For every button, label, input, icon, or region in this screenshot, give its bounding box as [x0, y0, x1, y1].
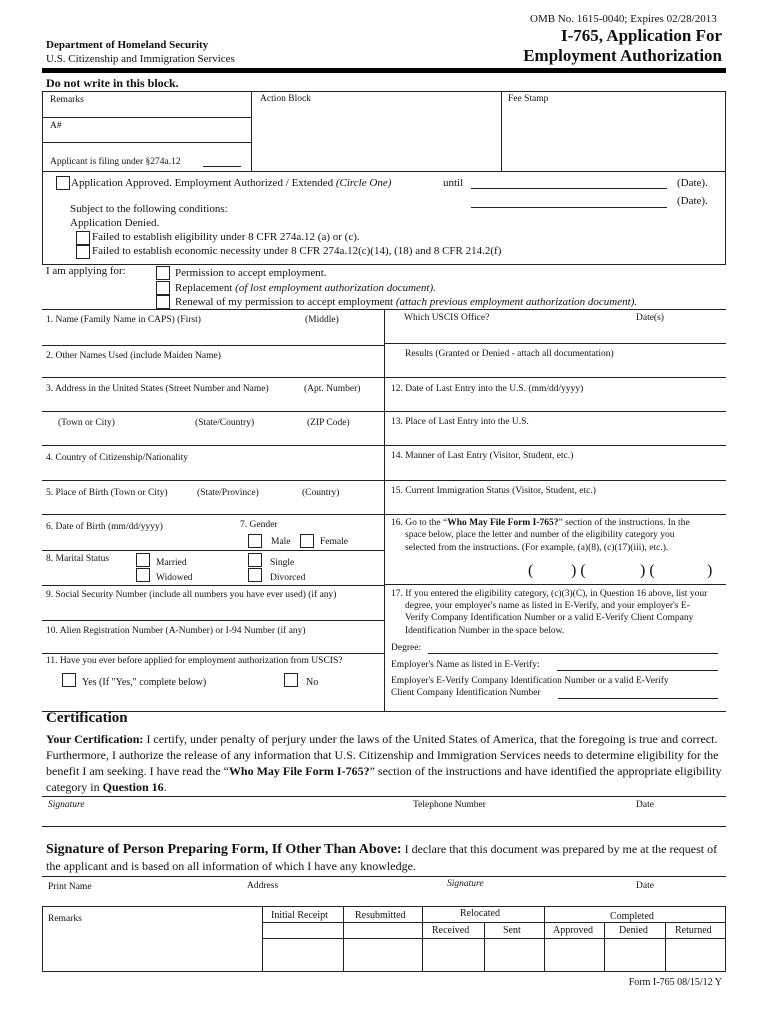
town-label: (Town or City) [58, 418, 115, 428]
failed-necessity-text: Failed to establish economic necessity under 8 CFR 274a.12(c)(14), (18) and 8 CFR 214.2(f) [92, 245, 502, 257]
until-label: until [443, 177, 464, 189]
remarks-label: Remarks [50, 95, 84, 105]
married-checkbox[interactable] [136, 553, 150, 567]
preparer-address-label: Address [247, 881, 279, 891]
omb-number: OMB No. 1615-0040; Expires 02/28/2013 [530, 13, 717, 25]
failed-necessity-checkbox[interactable] [76, 245, 90, 259]
q17-line4: Identification Number in the space below. [405, 626, 565, 636]
preparer-signature-label: Signature [447, 879, 484, 889]
processing-remarks-label: Remarks [48, 914, 82, 924]
q10-alien-number-label: 10. Alien Registration Number (A-Number) or I-94 Number (if any) [46, 626, 306, 636]
preparer-date-label: Date [636, 881, 654, 891]
widowed-label: Widowed [156, 573, 193, 583]
date-label-1: (Date). [677, 177, 708, 189]
female-label: Female [320, 537, 348, 547]
yes-label: Yes (If "Yes," complete below) [82, 677, 207, 688]
q13-last-entry-place-label: 13. Place of Last Entry into the U.S. [391, 417, 529, 427]
q9-ssn-label: 9. Social Security Number (include all numbers you have ever used) (if any) [46, 590, 337, 600]
form-title-line1: I-765, Application For [560, 26, 722, 45]
widowed-checkbox[interactable] [136, 568, 150, 582]
action-block-label: Action Block [260, 94, 311, 104]
permission-text: Permission to accept employment. [175, 267, 327, 279]
q7-gender-label: 7. Gender [240, 520, 278, 530]
q2-other-names-label: 2. Other Names Used (include Maiden Name) [46, 351, 221, 361]
department-name: Department of Homeland Security [46, 39, 209, 51]
single-checkbox[interactable] [248, 553, 262, 567]
renewal-text: Renewal of my permission to accept employment (attach previous employment authorization document). [175, 296, 638, 308]
q16-instructions-line3: selected from the instructions. (For example, (a)(8), (c)(17)(iii), etc.). [405, 543, 669, 553]
returned-label: Returned [675, 925, 712, 936]
everify-line2: Client Company Identification Number [391, 688, 541, 698]
certification-text: Your Certification: I certify, under penalty of perjury under the laws of the United States of America, that the foregoing is true and correct. Furthermore, I authorize the release of any information that U.S. Citizenship and Immigration Services needs to determine eligibility for the benefit I am seeking. I have read the “Who May File Form I-765?” section of the instructions and have identified the appropriate eligibility category in Question 16. [46, 732, 722, 794]
resubmitted-label: Resubmitted [355, 910, 406, 921]
category-paren-1: ( [528, 562, 534, 579]
state-country-label: (State/Country) [195, 418, 255, 428]
received-label: Received [432, 925, 470, 936]
yes-checkbox[interactable] [62, 673, 76, 687]
category-paren-3: ) ( [640, 562, 655, 579]
column-divider [384, 309, 385, 712]
cert-telephone-label: Telephone Number [413, 800, 486, 810]
fee-stamp-label: Fee Stamp [508, 94, 549, 104]
approved-text: Application Approved. Employment Authorized / Extended (Circle One) [71, 177, 392, 189]
failed-eligibility-checkbox[interactable] [76, 231, 90, 245]
q5-state-label: (State/Province) [197, 488, 259, 498]
q4-citizenship-label: 4. Country of Citizenship/Nationality [46, 453, 188, 463]
applying-for-label: I am applying for: [46, 265, 126, 277]
q3-apt-label: (Apt. Number) [304, 384, 361, 394]
denied-label: Denied [619, 925, 648, 936]
approved-checkbox[interactable] [56, 176, 70, 190]
q5-country-label: (Country) [302, 488, 340, 498]
category-paren-2: ) ( [571, 562, 586, 579]
cert-date-label: Date [636, 800, 654, 810]
permission-checkbox[interactable] [156, 266, 170, 280]
divorced-checkbox[interactable] [248, 568, 262, 582]
everify-line1: Employer's E-Verify Company Identification Number or a valid E-Verify [391, 676, 669, 686]
divorced-label: Divorced [270, 573, 306, 583]
q5-birthplace-label: 5. Place of Birth (Town or City) [46, 488, 168, 498]
sent-label: Sent [503, 925, 521, 936]
female-checkbox[interactable] [300, 534, 314, 548]
employer-name-line [557, 670, 718, 671]
agency-name: U.S. Citizenship and Immigration Services [46, 53, 235, 65]
degree-label: Degree: [391, 643, 422, 653]
q12-last-entry-date-label: 12. Date of Last Entry into the U.S. (mm/dd/yyyy) [391, 384, 584, 394]
category-paren-4: ) [707, 562, 713, 579]
filing-under-label: Applicant is filing under §274a.12 [50, 157, 181, 167]
q15-status-label: 15. Current Immigration Status (Visitor, Student, etc.) [391, 486, 596, 496]
zip-label: (ZIP Code) [307, 418, 350, 428]
single-label: Single [270, 558, 295, 568]
q8-marital-label: 8. Marital Status [46, 554, 110, 564]
date-label-2: (Date). [677, 195, 708, 207]
approved-label: Approved [553, 925, 593, 936]
a-number-label: A# [50, 121, 62, 131]
no-label: No [306, 677, 319, 688]
completed-label: Completed [610, 911, 654, 922]
replacement-text: Replacement (of lost employment authorization document). [175, 282, 436, 294]
renewal-checkbox[interactable] [156, 295, 170, 309]
q1-name-label: 1. Name (Family Name in CAPS) (First) [46, 315, 201, 325]
employer-name-label: Employer's Name as listed in E-Verify: [391, 660, 540, 670]
degree-line [428, 653, 718, 654]
until-date-line [471, 188, 667, 189]
q3-address-label: 3. Address in the United States (Street Number and Name) [46, 384, 269, 394]
header-rule [42, 68, 726, 73]
q17-line3: Verify Company Identification Number or a valid E-Verify Client Company [405, 613, 694, 623]
q16-instructions-line2: space below, place the letter and number of the eligibility category you [405, 530, 675, 540]
uscis-office-label: Which USCIS Office? [404, 313, 490, 323]
results-label: Results (Granted or Denied - attach all documentation) [405, 349, 614, 359]
dates-label: Date(s) [636, 313, 664, 323]
denied-label: Application Denied. [70, 217, 160, 229]
initial-receipt-label: Initial Receipt [271, 910, 328, 921]
form-title-line2: Employment Authorization [523, 46, 722, 65]
preparer-text: Signature of Person Preparing Form, If Other Than Above: I declare that this document was prepared by me at the request of the applicant and is based on all information of which I have any knowledge. [46, 842, 718, 873]
q16-instructions-line1: 16. Go to the “Who May File Form I-765?” section of the instructions. In the [391, 518, 690, 528]
cert-signature-label: Signature [48, 800, 85, 810]
male-label: Male [271, 537, 291, 547]
failed-eligibility-text: Failed to establish eligibility under 8 CFR 274a.12 (a) or (c). [92, 231, 360, 243]
form-id-footer: Form I-765 08/15/12 Y [628, 977, 722, 988]
q6-dob-label: 6. Date of Birth (mm/dd/yyyy) [46, 522, 163, 532]
replacement-checkbox[interactable] [156, 281, 170, 295]
married-label: Married [156, 558, 187, 568]
everify-line [558, 698, 718, 699]
office-block-title: Do not write in this block. [46, 76, 179, 90]
q1-middle-label: (Middle) [305, 315, 339, 325]
relocated-label: Relocated [460, 908, 500, 919]
q14-manner-entry-label: 14. Manner of Last Entry (Visitor, Student, etc.) [391, 451, 574, 461]
male-checkbox[interactable] [248, 534, 262, 548]
certification-title: Certification [46, 710, 128, 726]
q11-applied-before-label: 11. Have you ever before applied for employment authorization from USCIS? [46, 656, 343, 666]
subject-to-label: Subject to the following conditions: [70, 203, 228, 215]
preparer-print-name-label: Print Name [48, 882, 92, 892]
q17-line2: degree, your employer's name as listed in E-Verify, and your employer's E- [405, 601, 690, 611]
q17-line1: 17. If you entered the eligibility category, (c)(3)(C), in Question 16 above, list your [391, 589, 708, 599]
no-checkbox[interactable] [284, 673, 298, 687]
